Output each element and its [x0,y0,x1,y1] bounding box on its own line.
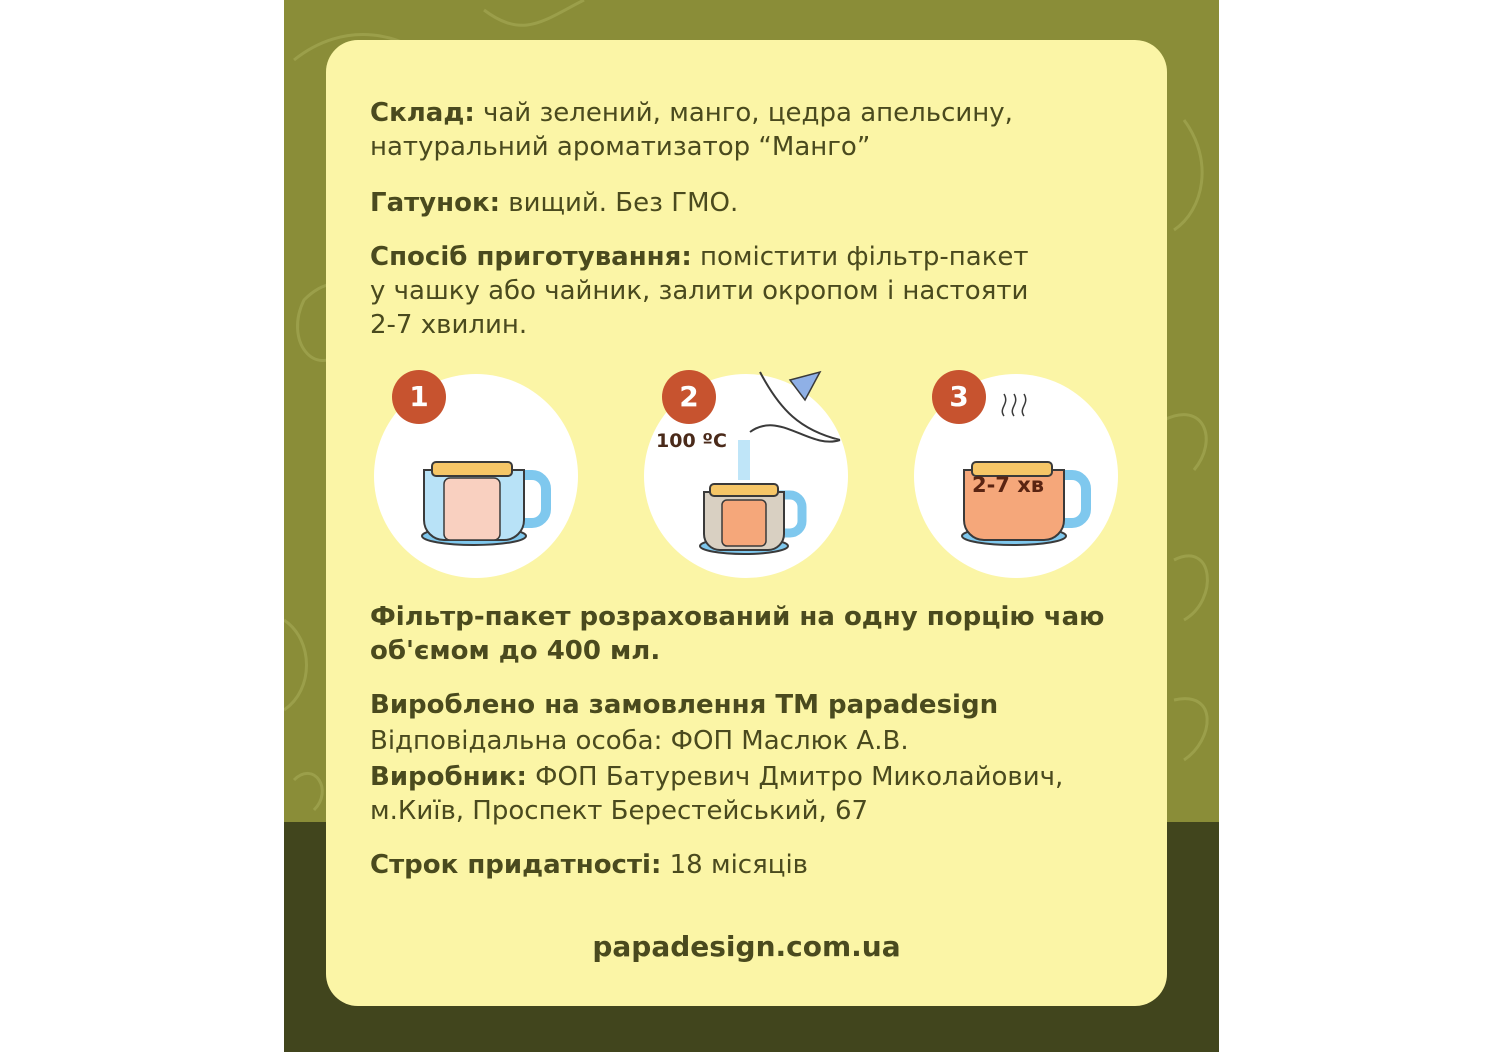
shelf-life-text: 18 місяців [661,850,808,880]
step-1-illustration [370,370,590,590]
step-3-badge: 3 [932,370,986,424]
step-2-illustration [640,370,860,590]
portion-line-2: об'ємом до 400 мл. [370,636,661,666]
grade-text: вищий. Без ГМО. [500,188,739,218]
step-2-badge: 2 [662,370,716,424]
maker-label: Виробник: [370,762,527,792]
shelf-life-line [370,848,808,882]
water-temperature-label: 100 ºC [656,430,727,452]
product-info-card [326,40,1167,1006]
preparation-line-2: у чашку або чайник, залити окропом і настояти [370,276,1029,306]
portion-line-1: Фільтр-пакет розрахований на одну порцію чаю [370,602,1105,632]
preparation-label: Спосіб приготування: [370,242,692,272]
address-line: м.Київ, Проспект Берестейський, 67 [370,796,869,826]
step-1-badge: 1 [392,370,446,424]
preparation-line-3: 2-7 хвилин. [370,310,528,340]
preparation-line-1 [370,240,1029,274]
step-3-illustration [910,370,1130,590]
maker-text: ФОП Батуревич Дмитро Миколайович, [526,762,1064,792]
composition-label: Склад: [370,98,475,128]
website-url: papadesign.com.ua [592,930,901,963]
grade-label: Гатунок: [370,188,500,218]
grade-line [370,186,738,220]
steep-time-label: 2-7 хв [971,473,1045,497]
composition-text-1: чай зелений, манго, цедра апельсину, [474,98,1013,128]
responsible-person-line: Відповідальна особа: ФОП Маслюк А.В. [370,726,909,756]
maker-line [370,760,1063,794]
ordered-by-line: Вироблено на замовлення ТМ papadesign [370,690,999,720]
composition-line-1 [370,96,1013,130]
preparation-text-1: помістити фільтр-пакет [691,242,1029,272]
composition-line-2: натуральний ароматизатор “Манго” [370,132,871,162]
shelf-life-label: Строк придатності: [370,850,662,880]
